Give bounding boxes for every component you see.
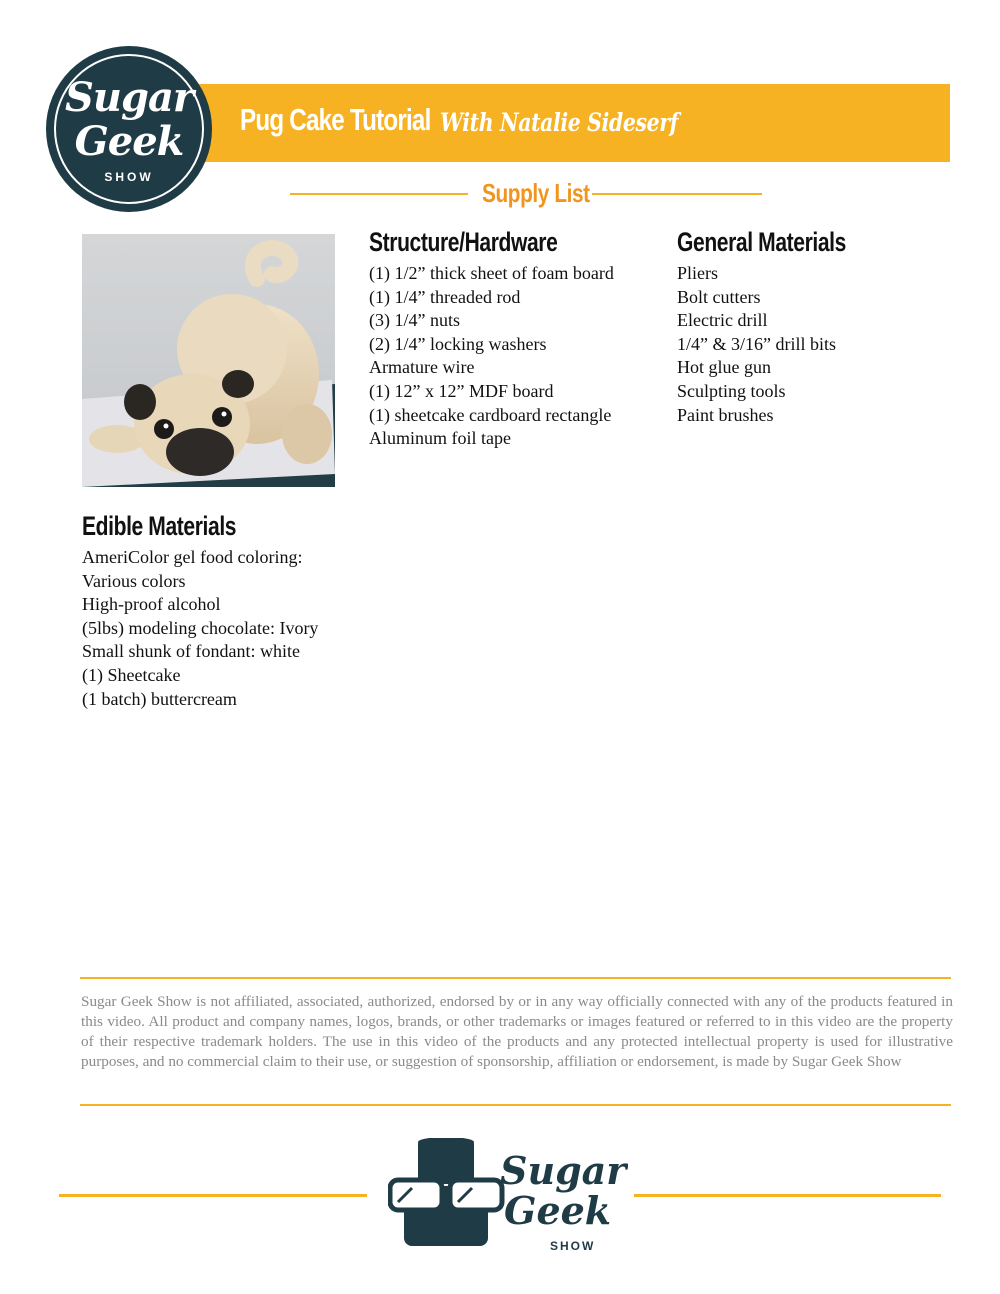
footer-rule-left [59, 1194, 367, 1197]
list-item: 1/4” & 3/16” drill bits [677, 333, 836, 354]
footer-logo-geek: Geek [504, 1188, 612, 1233]
structure-hardware-list [369, 262, 614, 451]
list-item: Various colors [82, 570, 186, 591]
header-banner [150, 84, 950, 162]
footer-logo-show: SHOW [550, 1239, 596, 1253]
structure-hardware-heading: Structure/Hardware [369, 227, 558, 257]
list-item: (3) 1/4” nuts [369, 310, 460, 331]
supply-list-title: Supply List [482, 178, 590, 208]
pug-cake-photo [82, 234, 335, 487]
list-item: High-proof alcohol [82, 594, 221, 615]
general-materials-heading: General Materials [677, 227, 846, 257]
list-item: (1 batch) buttercream [82, 688, 237, 709]
list-item: Sculpting tools [677, 380, 786, 401]
edible-materials-heading: Edible Materials [82, 511, 237, 541]
footer-rule-right [634, 1194, 941, 1197]
list-item: Bolt cutters [677, 286, 761, 307]
logo-text-show: SHOW [104, 170, 154, 184]
list-item: (1) 1/4” threaded rod [369, 286, 521, 307]
list-item: Armature wire [369, 357, 475, 378]
footer-logo-sugar: Sugar [500, 1148, 627, 1193]
list-item: (1) Sheetcake [82, 664, 181, 685]
supply-divider-left [290, 193, 468, 195]
edible-materials-list [82, 546, 318, 711]
page-title: Pug Cake Tutorial [240, 102, 431, 137]
list-item: (2) 1/4” locking washers [369, 333, 547, 354]
list-item: Hot glue gun [677, 357, 771, 378]
disclaimer-text: Sugar Geek Show is not affiliated, associated, authorized, endorsed by or in any way officially connected with any of the products featured in this video. All product and company names, logos, brands, or other trademarks or images featured or referred to in this video are the property of their respective trademark holders. The use in this video of the products and any protected intellectual property is used for illustrative purposes, and no commercial claim to their use, or suggestion of sponsorship, affiliation or endorsement, is made by Sugar Geek Show [81, 993, 953, 1070]
list-item: Small shunk of fondant: white [82, 641, 300, 662]
list-item: Pliers [677, 263, 719, 283]
disclaimer-bottom-rule [80, 1104, 951, 1106]
sugar-geek-show-logo [46, 46, 212, 212]
general-materials-list [677, 262, 836, 427]
list-item: Aluminum foil tape [369, 428, 511, 449]
list-item: AmeriColor gel food coloring: [82, 547, 303, 567]
list-item: (1) 1/2” thick sheet of foam board [369, 263, 614, 283]
list-item: Electric drill [677, 310, 768, 331]
logo-text-sugar: Sugar [65, 74, 193, 121]
supply-divider-right [592, 193, 762, 195]
disclaimer-top-rule [80, 977, 951, 979]
footer-logo [388, 1138, 628, 1258]
page-subtitle: With Natalie Sideserf [440, 108, 679, 137]
logo-text-geek: Geek [74, 118, 184, 165]
list-item: Paint brushes [677, 404, 774, 425]
list-item: (1) sheetcake cardboard rectangle [369, 404, 612, 425]
list-item: (1) 12” x 12” MDF board [369, 380, 554, 401]
list-item: (5lbs) modeling chocolate: Ivory [82, 617, 319, 638]
